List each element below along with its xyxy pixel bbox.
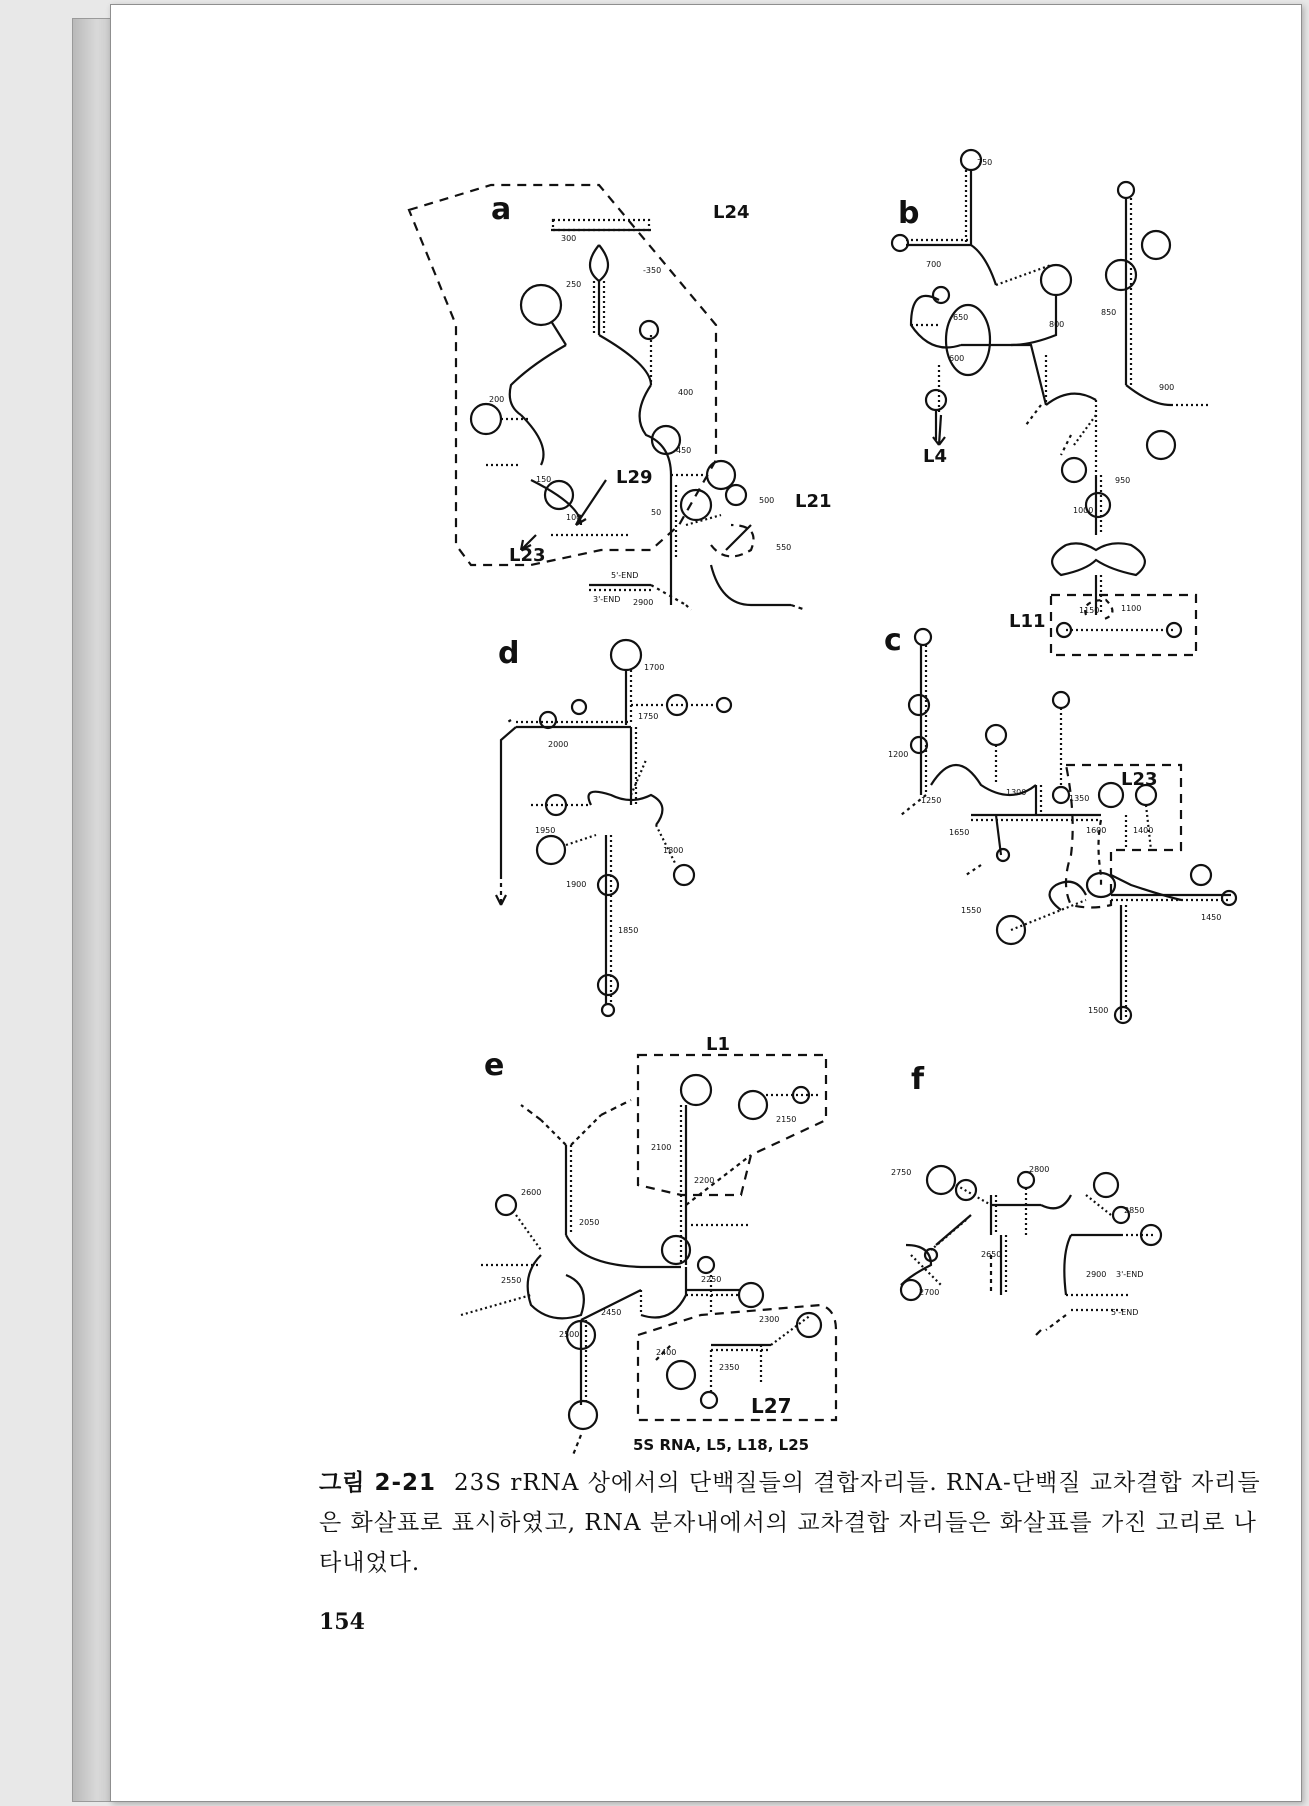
panel-d-letter: d	[498, 636, 520, 671]
panel-c-num: 1350	[1069, 794, 1090, 803]
panel-c-label-l23: L23	[1121, 769, 1158, 790]
panel-f-num: 5'-END	[1111, 1308, 1139, 1317]
panel-a-num: -350	[643, 266, 662, 275]
panel-a-num: 400	[678, 388, 694, 397]
figure-caption-text: 23S rRNA 상에서의 단백질들의 결합자리들. RNA-단백질 교차결합 자리들은 화살표로 표시하였고, RNA 분자내에서의 교차결합 자리들은 화살표를 가진 고리로 나타내었다.	[319, 1470, 1261, 1576]
panel-e-num: 2550	[501, 1276, 522, 1285]
figure-caption-label: 그림 2-21	[319, 1470, 436, 1496]
panel-b-num: 800	[1049, 320, 1065, 329]
panel-c-num: 1300	[1006, 788, 1027, 797]
panel-e-num: 2500	[559, 1330, 580, 1339]
panel-b-num: 850	[1101, 308, 1117, 317]
panel-b-num: 600	[949, 354, 965, 363]
panel-a-num: 150	[536, 475, 552, 484]
panel-d-num: 1750	[638, 712, 659, 721]
panel-e-num: 2400	[656, 1348, 677, 1357]
panel-f-num: 2900	[1086, 1270, 1107, 1279]
panel-a-num: 50	[651, 508, 662, 517]
panel-b-letter: b	[898, 196, 920, 231]
panel-f-letter: f	[911, 1062, 925, 1097]
book-page	[110, 4, 1302, 1802]
panel-a-label-l29: L29	[616, 467, 653, 488]
panel-b-structure	[892, 150, 1211, 655]
panel-c-num: 1450	[1201, 913, 1222, 922]
panel-a-num: 3'-END	[593, 595, 621, 604]
panel-e-num: 2450	[601, 1308, 622, 1317]
panel-c-num: 1400	[1133, 826, 1154, 835]
panel-a-num: 2900	[633, 598, 654, 607]
panel-a-letter: a	[491, 192, 512, 227]
panel-c-letter: c	[884, 623, 902, 658]
panel-c-structure	[901, 629, 1236, 1023]
panel-b-num: 1100	[1121, 604, 1142, 613]
panel-d-num: 1800	[663, 846, 684, 855]
panel-f-num: 2800	[1029, 1165, 1050, 1174]
panel-e-label-l1: L1	[706, 1034, 730, 1055]
panel-b-num: 900	[1159, 383, 1175, 392]
panel-e-num: 2150	[776, 1115, 797, 1124]
panel-d-num: 1900	[566, 880, 587, 889]
panel-b-num: 1000	[1073, 506, 1094, 515]
panel-b-num: 750	[977, 158, 993, 167]
panel-a-label-l21: L21	[795, 491, 832, 512]
panel-a-num: 450	[676, 446, 692, 455]
book-page-stack	[72, 4, 1300, 1800]
panel-d-structure	[496, 640, 731, 1016]
panel-a-label-l23: L23	[509, 545, 546, 566]
panel-e-num: 2300	[759, 1315, 780, 1324]
panel-a-num: 200	[489, 395, 505, 404]
panel-d-num: 1950	[535, 826, 556, 835]
panel-a-num: 250	[566, 280, 582, 289]
panel-c-num: 1550	[961, 906, 982, 915]
panel-b-label-l4: L4	[923, 446, 947, 467]
figure-caption	[319, 1463, 1279, 1583]
panel-b-label-l11: L11	[1009, 611, 1046, 632]
panel-e-num: 2200	[694, 1176, 715, 1185]
panel-f-num: 3'-END	[1116, 1270, 1144, 1279]
panel-a-num: 100	[566, 513, 582, 522]
panel-b-num: 700	[926, 260, 942, 269]
panel-c-num: 1250	[921, 796, 942, 805]
page-edge-shadow	[72, 18, 114, 1802]
panel-d-num: 1850	[618, 926, 639, 935]
panel-c-num: 1600	[1086, 826, 1107, 835]
panel-f-num: 2750	[891, 1168, 912, 1177]
panel-b-num: 950	[1115, 476, 1131, 485]
panel-e-label-l27: L27	[751, 1394, 792, 1418]
panel-b-num: 1150	[1079, 606, 1100, 615]
panel-a-structure	[409, 185, 806, 610]
panel-c-num: 1500	[1088, 1006, 1109, 1015]
panel-e-num: 2100	[651, 1143, 672, 1152]
panel-b-num: 650	[953, 313, 969, 322]
panel-a-num: 500	[759, 496, 775, 505]
panel-e-num: 2350	[719, 1363, 740, 1372]
rna-figure	[111, 5, 1301, 1455]
panel-e-num: 2600	[521, 1188, 542, 1197]
panel-d-num: 1700	[644, 663, 665, 672]
panel-c-num: 1650	[949, 828, 970, 837]
panel-e-num: 2050	[579, 1218, 600, 1227]
panel-a-num: 550	[776, 543, 792, 552]
panel-f-num: 2650	[981, 1250, 1002, 1259]
page-number: 154	[319, 1609, 365, 1635]
panel-f-num: 2850	[1124, 1206, 1145, 1215]
panel-e-num: 2250	[701, 1275, 722, 1284]
panel-e-letter: e	[484, 1048, 505, 1083]
panel-a-label-l24: L24	[713, 202, 750, 223]
panel-a-num: 5'-END	[611, 571, 639, 580]
panel-e-footer: 5S RNA, L5, L18, L25	[633, 1436, 810, 1454]
panel-c-num: 1200	[888, 750, 909, 759]
panel-f-num: 2700	[919, 1288, 940, 1297]
panel-d-num: 2000	[548, 740, 569, 749]
panel-a-num: 300	[561, 234, 577, 243]
